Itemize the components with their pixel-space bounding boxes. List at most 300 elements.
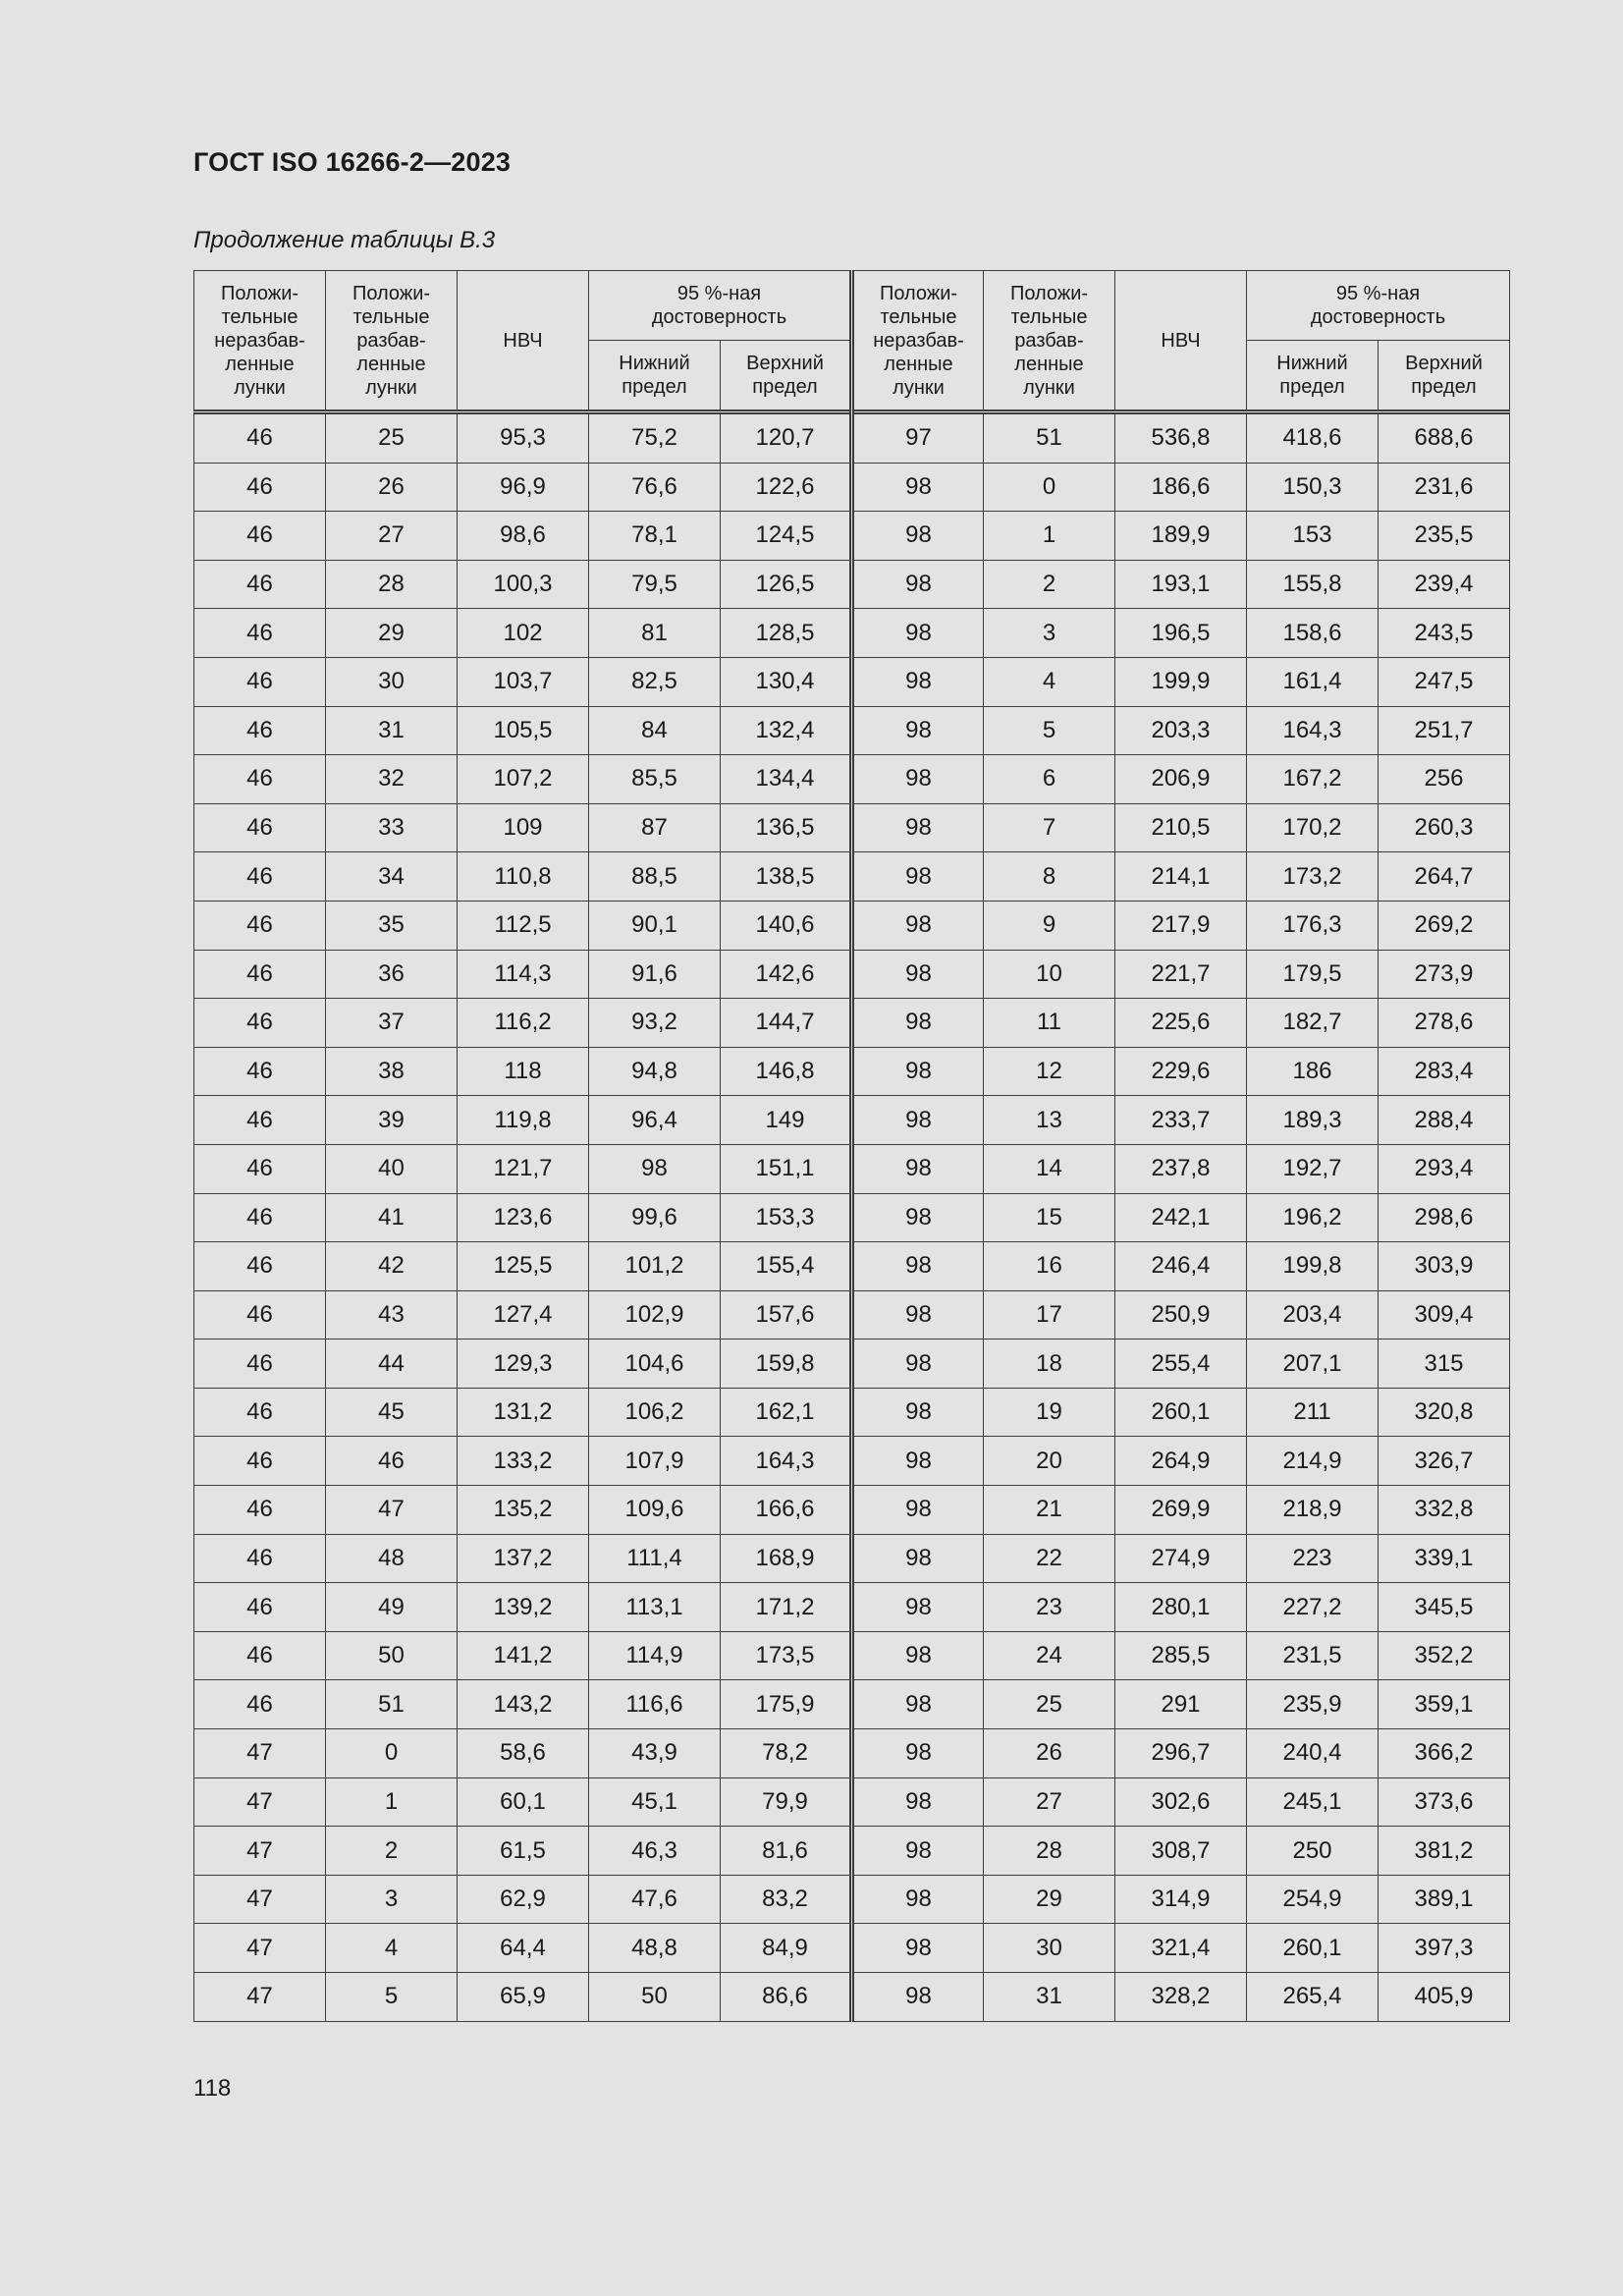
- table-cell: 231,5: [1247, 1631, 1379, 1680]
- col-header-upper-2: Верхний предел: [1379, 341, 1510, 412]
- table-row: [194, 560, 1510, 609]
- table-cell: 264,7: [1379, 852, 1510, 902]
- table-cell: 46: [194, 1388, 326, 1437]
- table-row: [194, 1924, 1510, 1973]
- table-cell: 98: [852, 609, 984, 658]
- table-cell: 158,6: [1247, 609, 1379, 658]
- table-row: [194, 1827, 1510, 1876]
- table-cell: 120,7: [721, 412, 852, 464]
- table-cell: 688,6: [1379, 412, 1510, 464]
- table-cell: 273,9: [1379, 950, 1510, 999]
- table-cell: 265,4: [1247, 1973, 1379, 2022]
- table-cell: 7: [984, 803, 1115, 852]
- table-cell: 18: [984, 1339, 1115, 1389]
- table-cell: 186,6: [1115, 463, 1247, 512]
- table-cell: 124,5: [721, 512, 852, 561]
- table-cell: 102,9: [589, 1290, 721, 1339]
- table-row: [194, 1631, 1510, 1680]
- table-row: [194, 657, 1510, 706]
- table-cell: 23: [984, 1583, 1115, 1632]
- table-cell: 98: [852, 1777, 984, 1827]
- table-cell: 328,2: [1115, 1973, 1247, 2022]
- table-cell: 98: [852, 1437, 984, 1486]
- table-cell: 381,2: [1379, 1827, 1510, 1876]
- table-cell: 84: [589, 706, 721, 755]
- table-cell: 46: [194, 412, 326, 464]
- table-cell: 192,7: [1247, 1144, 1379, 1193]
- table-cell: 176,3: [1247, 901, 1379, 950]
- table-cell: 42: [326, 1242, 458, 1291]
- table-row: [194, 412, 1510, 464]
- table-cell: 366,2: [1379, 1729, 1510, 1778]
- table-cell: 82,5: [589, 657, 721, 706]
- table-cell: 2: [326, 1827, 458, 1876]
- table-cell: 218,9: [1247, 1486, 1379, 1535]
- table-cell: 298,6: [1379, 1193, 1510, 1242]
- table-cell: 223: [1247, 1534, 1379, 1583]
- table-cell: 98: [852, 1193, 984, 1242]
- table-row: [194, 755, 1510, 804]
- table-cell: 116,2: [458, 999, 589, 1048]
- table-cell: 153: [1247, 512, 1379, 561]
- table-cell: 246,4: [1115, 1242, 1247, 1291]
- col-header-pos-undiluted-2: Положи- тельные неразбав- ленные лунки: [852, 271, 984, 412]
- table-cell: 269,2: [1379, 901, 1510, 950]
- table-cell: 61,5: [458, 1827, 589, 1876]
- table-cell: 135,2: [458, 1486, 589, 1535]
- table-cell: 254,9: [1247, 1875, 1379, 1924]
- table-cell: 46: [194, 609, 326, 658]
- table-cell: 10: [984, 950, 1115, 999]
- table-cell: 29: [326, 609, 458, 658]
- table-cell: 153,3: [721, 1193, 852, 1242]
- table-cell: 0: [984, 463, 1115, 512]
- table-cell: 98: [852, 1096, 984, 1145]
- table-cell: 150,3: [1247, 463, 1379, 512]
- table-cell: 111,4: [589, 1534, 721, 1583]
- table-cell: 31: [326, 706, 458, 755]
- col-header-mpn-2: НВЧ: [1115, 271, 1247, 412]
- col-header-confidence: 95 %-ная достоверность: [589, 271, 852, 341]
- table-cell: 315: [1379, 1339, 1510, 1389]
- table-cell: 78,2: [721, 1729, 852, 1778]
- table-cell: 47: [194, 1827, 326, 1876]
- table-cell: 303,9: [1379, 1242, 1510, 1291]
- table-cell: 46: [194, 657, 326, 706]
- table-cell: 126,5: [721, 560, 852, 609]
- table-cell: 141,2: [458, 1631, 589, 1680]
- table-caption: Продолжение таблицы В.3: [193, 227, 496, 253]
- table-cell: 20: [984, 1437, 1115, 1486]
- table-cell: 196,5: [1115, 609, 1247, 658]
- table-cell: 98: [852, 1680, 984, 1729]
- table-cell: 98: [852, 657, 984, 706]
- table-cell: 133,2: [458, 1437, 589, 1486]
- table-cell: 179,5: [1247, 950, 1379, 999]
- table-cell: 31: [984, 1973, 1115, 2022]
- table-cell: 291: [1115, 1680, 1247, 1729]
- table-cell: 38: [326, 1047, 458, 1096]
- table-cell: 46: [194, 1242, 326, 1291]
- table-cell: 88,5: [589, 852, 721, 902]
- table-cell: 233,7: [1115, 1096, 1247, 1145]
- table-row: [194, 1486, 1510, 1535]
- table-row: [194, 609, 1510, 658]
- table-cell: 30: [984, 1924, 1115, 1973]
- table-row: [194, 901, 1510, 950]
- table-cell: 98: [852, 706, 984, 755]
- table-cell: 123,6: [458, 1193, 589, 1242]
- table-cell: 94,8: [589, 1047, 721, 1096]
- table-cell: 239,4: [1379, 560, 1510, 609]
- table-row: [194, 1388, 1510, 1437]
- table-cell: 46: [194, 1583, 326, 1632]
- table-cell: 247,5: [1379, 657, 1510, 706]
- table-cell: 75,2: [589, 412, 721, 464]
- table-cell: 139,2: [458, 1583, 589, 1632]
- table-cell: 121,7: [458, 1144, 589, 1193]
- table-cell: 175,9: [721, 1680, 852, 1729]
- table-cell: 98: [852, 999, 984, 1048]
- table-cell: 76,6: [589, 463, 721, 512]
- table-cell: 98: [852, 1242, 984, 1291]
- table-row: [194, 1875, 1510, 1924]
- table-cell: 221,7: [1115, 950, 1247, 999]
- table-cell: 3: [326, 1875, 458, 1924]
- table-cell: 46: [194, 1144, 326, 1193]
- table-cell: 8: [984, 852, 1115, 902]
- table-cell: 122,6: [721, 463, 852, 512]
- table-cell: 6: [984, 755, 1115, 804]
- table-cell: 1: [984, 512, 1115, 561]
- table-row: [194, 512, 1510, 561]
- table-cell: 46: [194, 950, 326, 999]
- table-cell: 397,3: [1379, 1924, 1510, 1973]
- table-cell: 50: [589, 1973, 721, 2022]
- table-cell: 46: [194, 1680, 326, 1729]
- table-cell: 144,7: [721, 999, 852, 1048]
- table-cell: 109: [458, 803, 589, 852]
- table-cell: 47,6: [589, 1875, 721, 1924]
- table-cell: 302,6: [1115, 1777, 1247, 1827]
- table-cell: 125,5: [458, 1242, 589, 1291]
- table-cell: 85,5: [589, 755, 721, 804]
- table-cell: 25: [984, 1680, 1115, 1729]
- table-cell: 46: [194, 1047, 326, 1096]
- table-cell: 173,5: [721, 1631, 852, 1680]
- table-cell: 33: [326, 803, 458, 852]
- table-cell: 9: [984, 901, 1115, 950]
- table-cell: 98: [852, 1388, 984, 1437]
- table-cell: 199,9: [1115, 657, 1247, 706]
- table-cell: 98: [852, 1339, 984, 1389]
- table-cell: 45: [326, 1388, 458, 1437]
- table-cell: 166,6: [721, 1486, 852, 1535]
- table-cell: 112,5: [458, 901, 589, 950]
- table-cell: 46: [194, 803, 326, 852]
- table-cell: 131,2: [458, 1388, 589, 1437]
- table-row: [194, 1096, 1510, 1145]
- table-cell: 373,6: [1379, 1777, 1510, 1827]
- page-number: 118: [193, 2075, 232, 2102]
- table-cell: 167,2: [1247, 755, 1379, 804]
- col-header-pos-diluted-2: Положи- тельные разбав- ленные лунки: [984, 271, 1115, 412]
- table-cell: 129,3: [458, 1339, 589, 1389]
- table-cell: 47: [194, 1973, 326, 2022]
- table-cell: 11: [984, 999, 1115, 1048]
- col-header-upper: Верхний предел: [721, 341, 852, 412]
- table-cell: 98: [852, 755, 984, 804]
- table-row: [194, 706, 1510, 755]
- table-cell: 1: [326, 1777, 458, 1827]
- table-row: [194, 999, 1510, 1048]
- table-cell: 240,4: [1247, 1729, 1379, 1778]
- table-cell: 98: [852, 1534, 984, 1583]
- table-cell: 51: [326, 1680, 458, 1729]
- table-cell: 46: [194, 1534, 326, 1583]
- table-cell: 46: [326, 1437, 458, 1486]
- table-cell: 339,1: [1379, 1534, 1510, 1583]
- table-cell: 189,9: [1115, 512, 1247, 561]
- table-cell: 27: [984, 1777, 1115, 1827]
- table-cell: 296,7: [1115, 1729, 1247, 1778]
- table-cell: 46: [194, 512, 326, 561]
- table-cell: 107,9: [589, 1437, 721, 1486]
- table-cell: 256: [1379, 755, 1510, 804]
- table-cell: 19: [984, 1388, 1115, 1437]
- table-cell: 98: [852, 852, 984, 902]
- table-cell: 46: [194, 852, 326, 902]
- table-cell: 237,8: [1115, 1144, 1247, 1193]
- table-cell: 47: [326, 1486, 458, 1535]
- table-cell: 250,9: [1115, 1290, 1247, 1339]
- table-row: [194, 1437, 1510, 1486]
- table-cell: 96,9: [458, 463, 589, 512]
- table-cell: 98: [589, 1144, 721, 1193]
- table-cell: 98: [852, 1290, 984, 1339]
- table-cell: 206,9: [1115, 755, 1247, 804]
- table-cell: 98,6: [458, 512, 589, 561]
- table-cell: 34: [326, 852, 458, 902]
- table-cell: 99,6: [589, 1193, 721, 1242]
- table-cell: 98: [852, 1729, 984, 1778]
- table-cell: 114,9: [589, 1631, 721, 1680]
- table-cell: 151,1: [721, 1144, 852, 1193]
- table-cell: 278,6: [1379, 999, 1510, 1048]
- table-cell: 170,2: [1247, 803, 1379, 852]
- table-cell: 157,6: [721, 1290, 852, 1339]
- table-row: [194, 1144, 1510, 1193]
- table-cell: 87: [589, 803, 721, 852]
- table-cell: 211: [1247, 1388, 1379, 1437]
- table-cell: 132,4: [721, 706, 852, 755]
- table-cell: 173,2: [1247, 852, 1379, 902]
- table-cell: 106,2: [589, 1388, 721, 1437]
- table-cell: 155,8: [1247, 560, 1379, 609]
- table-cell: 30: [326, 657, 458, 706]
- table-cell: 43: [326, 1290, 458, 1339]
- table-cell: 98: [852, 560, 984, 609]
- table-cell: 134,4: [721, 755, 852, 804]
- table-cell: 103,7: [458, 657, 589, 706]
- table-cell: 81,6: [721, 1827, 852, 1876]
- table-cell: 164,3: [721, 1437, 852, 1486]
- col-header-pos-undiluted: Положи- тельные неразбав- ленные лунки: [194, 271, 326, 412]
- table-cell: 326,7: [1379, 1437, 1510, 1486]
- table-row: [194, 852, 1510, 902]
- table-cell: 65,9: [458, 1973, 589, 2022]
- table-cell: 231,6: [1379, 463, 1510, 512]
- table-cell: 260,1: [1115, 1388, 1247, 1437]
- table-cell: 13: [984, 1096, 1115, 1145]
- table-cell: 58,6: [458, 1729, 589, 1778]
- table-cell: 79,5: [589, 560, 721, 609]
- table-cell: 345,5: [1379, 1583, 1510, 1632]
- table-cell: 95,3: [458, 412, 589, 464]
- table-cell: 32: [326, 755, 458, 804]
- table-cell: 389,1: [1379, 1875, 1510, 1924]
- document-code: ГОСТ ISO 16266-2—2023: [193, 147, 512, 177]
- table-cell: 309,4: [1379, 1290, 1510, 1339]
- col-header-confidence-2: 95 %-ная достоверность: [1247, 271, 1510, 341]
- table-cell: 98: [852, 1583, 984, 1632]
- table-cell: 269,9: [1115, 1486, 1247, 1535]
- table-cell: 47: [194, 1777, 326, 1827]
- table-cell: 214,9: [1247, 1437, 1379, 1486]
- table-cell: 79,9: [721, 1777, 852, 1827]
- table-cell: 37: [326, 999, 458, 1048]
- table-cell: 203,3: [1115, 706, 1247, 755]
- table-cell: 84,9: [721, 1924, 852, 1973]
- table-cell: 91,6: [589, 950, 721, 999]
- table-cell: 27: [326, 512, 458, 561]
- table-row: [194, 1973, 1510, 2022]
- table-cell: 21: [984, 1486, 1115, 1535]
- table-cell: 43,9: [589, 1729, 721, 1778]
- table-cell: 44: [326, 1339, 458, 1389]
- table-cell: 26: [984, 1729, 1115, 1778]
- table-cell: 164,3: [1247, 706, 1379, 755]
- table-cell: 225,6: [1115, 999, 1247, 1048]
- table-cell: 28: [984, 1827, 1115, 1876]
- table-cell: 116,6: [589, 1680, 721, 1729]
- table-cell: 260,1: [1247, 1924, 1379, 1973]
- table-cell: 405,9: [1379, 1973, 1510, 2022]
- table-cell: 260,3: [1379, 803, 1510, 852]
- table-cell: 12: [984, 1047, 1115, 1096]
- table-cell: 4: [326, 1924, 458, 1973]
- table-cell: 5: [326, 1973, 458, 2022]
- table-cell: 36: [326, 950, 458, 999]
- table-cell: 288,4: [1379, 1096, 1510, 1145]
- table-cell: 25: [326, 412, 458, 464]
- table-cell: 46: [194, 901, 326, 950]
- table-cell: 359,1: [1379, 1680, 1510, 1729]
- table-cell: 283,4: [1379, 1047, 1510, 1096]
- table-cell: 127,4: [458, 1290, 589, 1339]
- table-cell: 143,2: [458, 1680, 589, 1729]
- table-cell: 98: [852, 512, 984, 561]
- table-row: [194, 1193, 1510, 1242]
- table-cell: 46: [194, 1631, 326, 1680]
- table-row: [194, 1339, 1510, 1389]
- table-cell: 138,5: [721, 852, 852, 902]
- table-cell: 101,2: [589, 1242, 721, 1291]
- table-cell: 86,6: [721, 1973, 852, 2022]
- table-cell: 98: [852, 1875, 984, 1924]
- table-cell: 207,1: [1247, 1339, 1379, 1389]
- table-cell: 274,9: [1115, 1534, 1247, 1583]
- table-cell: 217,9: [1115, 901, 1247, 950]
- table-cell: 98: [852, 803, 984, 852]
- table-cell: 51: [984, 412, 1115, 464]
- table-row: [194, 1047, 1510, 1096]
- table-cell: 210,5: [1115, 803, 1247, 852]
- table-cell: 22: [984, 1534, 1115, 1583]
- table-cell: 128,5: [721, 609, 852, 658]
- table-cell: 196,2: [1247, 1193, 1379, 1242]
- table-cell: 159,8: [721, 1339, 852, 1389]
- table-cell: 285,5: [1115, 1631, 1247, 1680]
- table-cell: 46: [194, 560, 326, 609]
- table-cell: 320,8: [1379, 1388, 1510, 1437]
- table-cell: 105,5: [458, 706, 589, 755]
- table-cell: 26: [326, 463, 458, 512]
- table-cell: 98: [852, 463, 984, 512]
- table-cell: 2: [984, 560, 1115, 609]
- table-cell: 418,6: [1247, 412, 1379, 464]
- table-row: [194, 950, 1510, 999]
- table-cell: 47: [194, 1875, 326, 1924]
- table-cell: 140,6: [721, 901, 852, 950]
- table-cell: 193,1: [1115, 560, 1247, 609]
- table-cell: 203,4: [1247, 1290, 1379, 1339]
- table-row: [194, 1777, 1510, 1827]
- table-cell: 293,4: [1379, 1144, 1510, 1193]
- table-cell: 137,2: [458, 1534, 589, 1583]
- table-cell: 46: [194, 1290, 326, 1339]
- table-cell: 96,4: [589, 1096, 721, 1145]
- table-cell: 17: [984, 1290, 1115, 1339]
- table-cell: 142,6: [721, 950, 852, 999]
- table-cell: 0: [326, 1729, 458, 1778]
- col-header-lower-2: Нижний предел: [1247, 341, 1379, 412]
- table-cell: 229,6: [1115, 1047, 1247, 1096]
- table-row: [194, 1729, 1510, 1778]
- table-cell: 50: [326, 1631, 458, 1680]
- table-cell: 98: [852, 950, 984, 999]
- table-cell: 168,9: [721, 1534, 852, 1583]
- table-cell: 46: [194, 463, 326, 512]
- table-cell: 130,4: [721, 657, 852, 706]
- table-cell: 119,8: [458, 1096, 589, 1145]
- table-cell: 114,3: [458, 950, 589, 999]
- table-cell: 110,8: [458, 852, 589, 902]
- table-cell: 242,1: [1115, 1193, 1247, 1242]
- table-cell: 49: [326, 1583, 458, 1632]
- table-cell: 314,9: [1115, 1875, 1247, 1924]
- table-cell: 98: [852, 1631, 984, 1680]
- table-cell: 39: [326, 1096, 458, 1145]
- table-cell: 136,5: [721, 803, 852, 852]
- table-cell: 118: [458, 1047, 589, 1096]
- table-cell: 14: [984, 1144, 1115, 1193]
- table-cell: 48,8: [589, 1924, 721, 1973]
- table-row: [194, 803, 1510, 852]
- table-cell: 16: [984, 1242, 1115, 1291]
- table-cell: 97: [852, 412, 984, 464]
- table-cell: 46: [194, 1437, 326, 1486]
